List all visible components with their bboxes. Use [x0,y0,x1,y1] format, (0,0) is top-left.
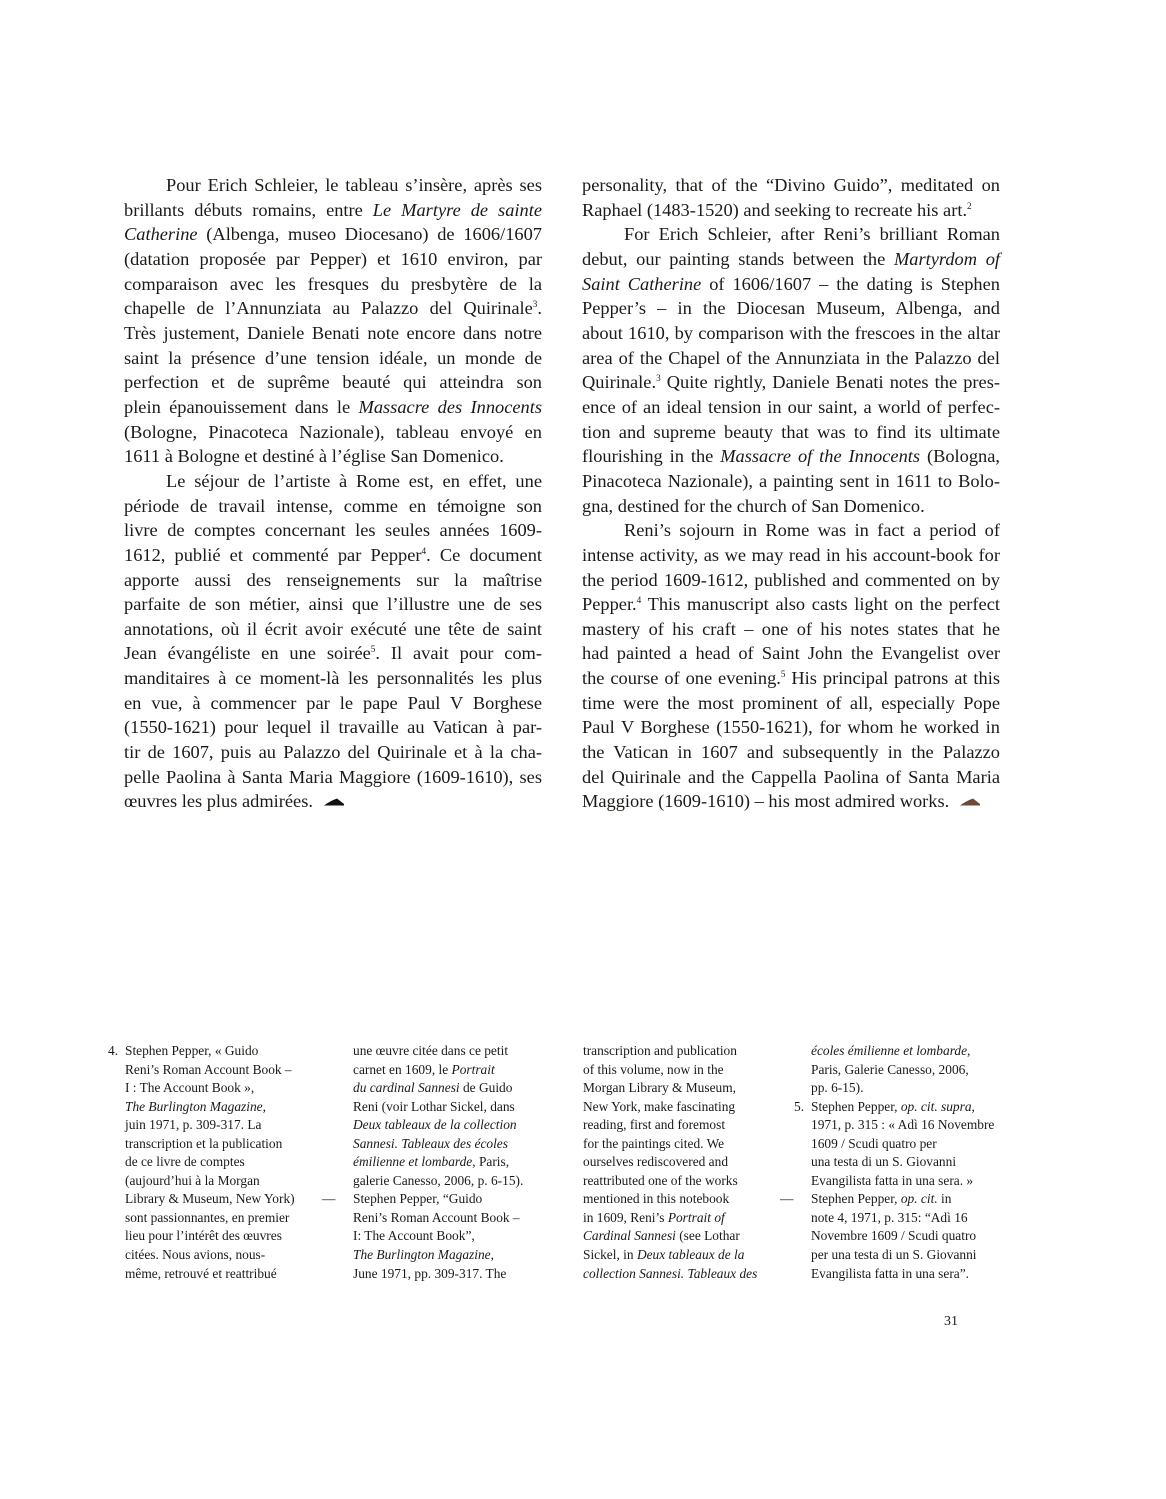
footnote-line: 5. Stephen Pepper, op. cit. supra, [811,1098,1001,1117]
footnote-line: reading, first and foremost [583,1117,726,1133]
footnote-line: mentioned in this notebook [583,1191,730,1207]
italic-title: Massacre des Innocents [358,396,542,417]
italic-title: collection Sannesi. Tableaux des [583,1265,758,1281]
footnote-line [353,1116,543,1135]
text-line: debut, our painting stands between the Martyrdom of [582,248,1000,269]
text-line: pelle Paolina à Santa Maria Maggiore (1609-1610), ses [124,766,542,787]
footnote-line: galerie Canesso, 2006, p. 6-15). [353,1172,524,1188]
footnote-number: 5. [794,1098,805,1114]
footnote-line: Reni’s Roman Account Book – [353,1209,520,1225]
footnote-line: lieu pour l’intérêt des œuvres [125,1228,282,1244]
text-line: parfaite de son métier, ainsi que l’illustre une de ses [124,594,542,615]
footnote-line: de ce livre de comptes [125,1154,245,1170]
footnote-line: 1971, p. 315 : « Adì 16 Novembre [811,1117,995,1133]
text-line: about 1610, by comparison with the frescoes in the altar [582,322,1000,343]
text-line: 1611 à Bologne et destiné à l’église San Domenico. [124,446,504,467]
text-line: Catherine (Albenga, museo Diocesano) de 1606/1607 [124,224,542,245]
italic-title: Martyrdom of [893,248,1000,269]
footnote-reference: 4 [421,545,427,556]
text-line: (datation proposée par Pepper) et 1610 environ, par [124,248,542,269]
text-line: 1612, publié et commenté par Pepper$^4$. Ce document [124,544,542,565]
footnote-line: 1609 / Scudi quatro per [811,1135,937,1151]
italic-title: Massacre of the Innocents [720,446,921,467]
footnote-line: Evangilista fatta in una sera. » [811,1172,974,1188]
page-number: 31 [944,1314,958,1329]
english-text-column [582,173,1000,814]
text-line: Maggiore (1609-1610) – his most admired works. [582,789,1000,814]
paragraph [582,222,1000,518]
footnote-line: for the paintings cited. We [583,1135,725,1151]
footnote-line: écoles émilienne et lombarde, [811,1043,971,1058]
paragraph [124,173,542,469]
footnote-line: une œuvre citée dans ce petit [353,1043,509,1058]
footnote-line: of this volume, now in the [583,1061,724,1077]
footnote-line: juin 1971, p. 309-317. La [125,1117,262,1133]
italic-title: Le Martyre de sainte [372,199,542,220]
text-line: mastery of his craft – one of his notes states that he [582,618,1000,639]
footnote-line: Library & Museum, New York) [125,1191,295,1207]
text-line: brillants débuts romains, entre Le Martyre de sainte [124,199,542,220]
italic-title: Sannesi. Tableaux des écoles [353,1135,508,1151]
italic-title: Saint Catherine [582,273,702,294]
footnotes-column-1 [108,1042,315,1283]
text-line: période de travail intense, comme en témoigne son [124,495,542,516]
text-line: For Erich Schleier, after Reni’s brilliant Roman [624,224,1000,245]
text-line: flourishing in the Massacre of the Innocents (Bologna, [582,446,1000,467]
footnote-line: — Stephen Pepper, “Guido [353,1190,543,1209]
text-line: Jean évangéliste en une soirée$^5$. Il avait pour com- [124,643,542,664]
text-line: the Vatican in 1607 and subsequently in the Palazzo [582,742,1000,763]
footnote-line: ourselves rediscovered and [583,1154,729,1170]
text-line: Raphael (1483-1520) and seeking to recreate his art.$^2$ [582,199,972,220]
footnote-line: note 4, 1971, p. 315: “Adì 16 [811,1209,968,1225]
footnote-line: pp. 6-15). [811,1080,864,1096]
text-line: perfection et de suprême beauté qui atteindra son [124,372,542,393]
paragraph [124,469,542,814]
footnote-line [583,1265,773,1284]
text-line: gna, destined for the church of San Domenico. [582,495,925,516]
footnote-line: in 1609, Reni’s Portrait of [583,1209,725,1225]
italic-title: The Burlington Magazine [125,1098,263,1114]
french-text-column [124,173,542,814]
footnote-reference: 2 [967,200,972,211]
footnote-line: — Stephen Pepper, op. cit. in [811,1190,1001,1209]
footnote-line: Morgan Library & Museum, [583,1080,736,1096]
footnote-line: citées. Nous avions, nous- [125,1247,266,1263]
text-line: comparaison avec les fresques du presbytère de la [124,273,542,294]
italic-title: Deux tableaux de la collection [353,1117,517,1133]
text-line: Pepper’s – in the Diocesan Museum, Albenga, and [582,298,1000,319]
footnote-line: The Burlington Magazine, [125,1098,266,1114]
footnotes-column-3 [583,1042,773,1283]
footnote-line: I : The Account Book », [125,1080,255,1096]
footnote-line: 4. Stephen Pepper, « Guido [125,1042,315,1061]
footnote-line [353,1135,543,1154]
italic-title: du cardinal Sannesi [353,1080,460,1096]
paragraph [582,173,1000,222]
text-line: personality, that of the “Divino Guido”, meditated on [582,175,1000,195]
italic-title: op. cit. supra [900,1098,972,1114]
footnote-line: du cardinal Sannesi de Guido [353,1080,513,1096]
footnote-line: émilienne et lombarde, Paris, [353,1154,510,1170]
text-line: livre de comptes concernant les seules années 1609- [124,520,542,541]
footnote-line: The Burlington Magazine, [353,1247,494,1263]
footnote-number: 4. [108,1043,119,1058]
footnote-line: Evangilista fatta in una sera”. [811,1265,970,1281]
footnote-line: transcription and publication [583,1043,737,1058]
italic-title: écoles émilienne et lombarde [811,1043,968,1058]
footnote-line: (aujourd’hui à la Morgan [125,1172,260,1188]
text-line: annotations, où il écrit avoir exécuté une tête de saint [124,618,542,639]
text-line: del Quirinale and the Cappella Paolina of Santa Maria [582,766,1000,787]
text-line: Pinacoteca Nazionale), a painting sent in 1611 to Bolo- [582,470,1000,491]
italic-title: émilienne et lombarde [353,1154,473,1170]
text-line: Saint Catherine of 1606/1607 – the dating is Stephen [582,273,1000,294]
footnote-line: Novembre 1609 / Scudi quatro [811,1228,977,1244]
italic-title: Deux tableaux de la [636,1247,745,1263]
footnote-reference: 5 [780,669,786,680]
footnote-line: même, retrouvé et reattribué [125,1265,277,1281]
footnote-line: sont passionnantes, en premier [125,1209,290,1225]
text-line: the course of one evening.$^5$ His principal patrons at this [582,668,1001,689]
footnote-reference: 3 [532,299,538,310]
footnote-line: Cardinal Sannesi (see Lothar [583,1228,740,1244]
text-line: tion and supreme beauty that was to find its ultimate [582,421,1000,442]
text-line: manditaires à ce moment-là les personnalités les plus [124,668,542,689]
text-line: had painted a head of Saint John the Evangelist over [582,643,1000,664]
footnote-line: per una testa di un S. Giovanni [811,1247,977,1263]
footnote-reference: 3 [656,373,661,384]
footnote-reference: 4 [636,595,642,606]
text-line: plein épanouissement dans le Massacre des Innocents [124,396,542,417]
paragraph [582,518,1000,814]
footnote-line: June 1971, pp. 309-317. The [353,1265,507,1281]
footnotes-column-2 [322,1042,543,1283]
text-line: Quirinale.$^3$ Quite rightly, Daniele Benati notes the pres- [582,372,1000,393]
footnotes-column-4 [780,1042,1001,1283]
footnote-line: I: The Account Book”, [353,1228,475,1244]
end-of-text-mark-icon [960,798,980,806]
italic-title: Portrait [451,1061,495,1077]
text-line: saint la présence d’une tension idéale, un monde de [124,347,542,368]
text-line: en vue, à commencer par le pape Paul V Borghese [124,692,542,713]
footnote-line: Reni’s Roman Account Book – [125,1061,292,1077]
footnote-reference: 5 [370,644,376,655]
footnote-line: una testa di un S. Giovanni [811,1154,957,1170]
translation-dash: — [780,1191,794,1207]
text-line: œuvres les plus admirées. [124,789,542,814]
text-line: Pour Erich Schleier, le tableau s’insère, après ses [166,175,542,195]
text-line: tir de 1607, puis au Palazzo del Quirinale et à la cha- [124,742,542,763]
text-line: chapelle de l’Annunziata au Palazzo del Quirinale$^3$. [124,298,542,319]
footnote-line: transcription et la publication [125,1135,283,1151]
italic-title: op. cit. [900,1191,938,1207]
footnote-line: New York, make fascinating [583,1098,736,1114]
text-line: Reni’s sojourn in Rome was in fact a period of [624,520,1000,541]
footnote-line: Sickel, in Deux tableaux de la [583,1247,745,1263]
text-line: area of the Chapel of the Annunziata in the Palazzo del [582,347,1000,368]
footnote-line: reattributed one of the works [583,1172,738,1188]
footnote-line: Reni (voir Lothar Sickel, dans [353,1098,515,1114]
text-line: ence of an ideal tension in our saint, a world of perfec- [582,396,1000,417]
text-line: (Bologne, Pinacoteca Nazionale), tableau envoyé en [124,421,542,442]
italic-title: Cardinal Sannesi [583,1228,676,1244]
end-of-text-mark-icon [324,798,344,806]
footnote-line: carnet en 1609, le Portrait [353,1061,495,1077]
footnote-line: Paris, Galerie Canesso, 2006, [811,1061,969,1077]
italic-title: Portrait of [667,1209,725,1225]
text-line: the period 1609-1612, published and commented on by [582,569,1000,590]
text-line: Pepper.$^4$ This manuscript also casts light on the perfect [582,594,1000,615]
italic-title: Catherine [124,224,198,245]
text-line: Paul V Borghese (1550-1621), for whom he worked in [582,717,1000,738]
text-line: (1550-1621) pour lequel il travaille au Vatican à par- [124,717,542,738]
text-line: apporte aussi des renseignements sur la maîtrise [124,569,542,590]
translation-dash: — [322,1191,336,1207]
text-line: Très justement, Daniele Benati note encore dans notre [124,322,542,343]
text-line: time were the most prominent of all, especially Pope [582,692,1000,713]
italic-title: The Burlington Magazine [353,1247,491,1263]
text-line: intense activity, as we may read in his account-book for [582,544,1000,565]
text-line: Le séjour de l’artiste à Rome est, en effet, une [166,470,542,491]
